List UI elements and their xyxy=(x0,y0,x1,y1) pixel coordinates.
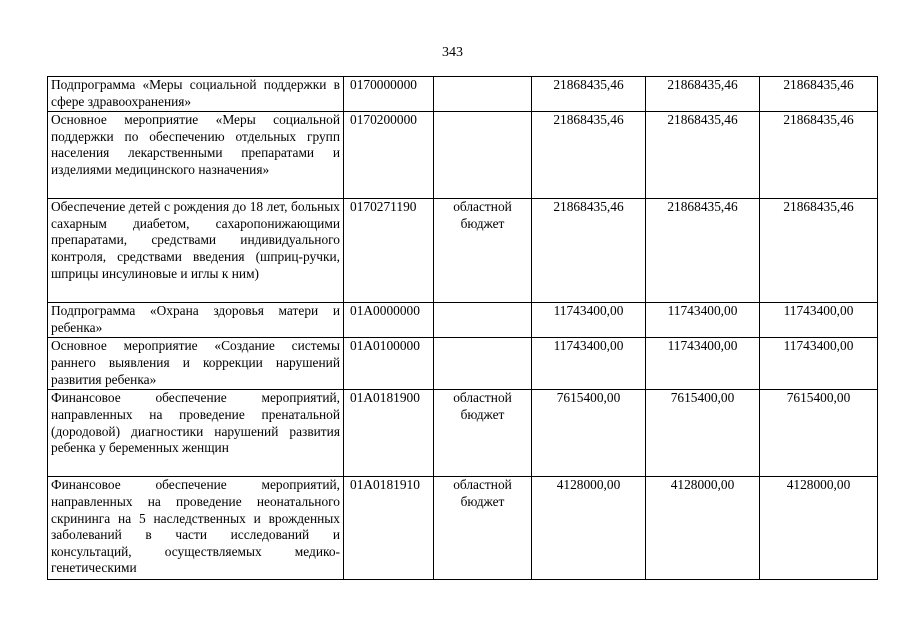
row-value-1-cell: 7615400,00 xyxy=(532,390,646,477)
row-name-cell: Финансовое обеспечение мероприятий, направленных на проведение пренатальной (дородовой) диагностики нарушений развития ребенка у беременных женщин xyxy=(48,390,344,477)
row-name-cell: Финансовое обеспечение мероприятий, направленных на проведение неонатального скрининга на 5 наследственных и врожденных заболеваний в части исследований и консультаций, осуществляемых медико-генетическими xyxy=(48,477,344,580)
table-row xyxy=(48,477,878,580)
row-value-3-cell: 7615400,00 xyxy=(760,390,878,477)
row-value-1-cell: 21868435,46 xyxy=(532,77,646,112)
row-code-cell: 01А0181900 xyxy=(344,390,434,477)
row-value-2-cell: 7615400,00 xyxy=(646,390,760,477)
row-value-2-cell: 21868435,46 xyxy=(646,199,760,303)
table-row xyxy=(48,390,878,477)
row-value-1-cell: 11743400,00 xyxy=(532,338,646,390)
row-value-2-cell: 11743400,00 xyxy=(646,303,760,338)
row-value-2-cell: 4128000,00 xyxy=(646,477,760,580)
table-row xyxy=(48,199,878,303)
row-code-cell: 0170200000 xyxy=(344,112,434,199)
row-code-cell: 01А0100000 xyxy=(344,338,434,390)
row-code-cell: 01А0181910 xyxy=(344,477,434,580)
row-value-1-cell: 4128000,00 xyxy=(532,477,646,580)
table-row xyxy=(48,77,878,112)
row-name-cell: Подпрограмма «Охрана здоровья матери и ребенка» xyxy=(48,303,344,338)
row-name-cell: Основное мероприятие «Создание системы раннего выявления и коррекции нарушений развития ребенка» xyxy=(48,338,344,390)
row-code-cell: 01А0000000 xyxy=(344,303,434,338)
row-value-2-cell: 21868435,46 xyxy=(646,112,760,199)
row-source-cell xyxy=(434,112,532,199)
row-value-1-cell: 21868435,46 xyxy=(532,199,646,303)
row-source-cell: областной бюджет xyxy=(434,199,532,303)
row-value-3-cell: 11743400,00 xyxy=(760,303,878,338)
table-row xyxy=(48,338,878,390)
row-name-cell: Обеспечение детей с рождения до 18 лет, больных сахарным диабетом, сахаропонижающими препаратами, средствами индивидуального контроля, средствами введения (шприц-ручки, шприцы инсулиновые и иглы к ним) xyxy=(48,199,344,303)
row-value-1-cell: 11743400,00 xyxy=(532,303,646,338)
row-name-cell: Основное мероприятие «Меры социальной поддержки по обеспечению отдельных групп населения лекарственными препаратами и изделиями медицинского назначения» xyxy=(48,112,344,199)
row-value-3-cell: 11743400,00 xyxy=(760,338,878,390)
row-source-cell xyxy=(434,338,532,390)
row-source-cell: областной бюджет xyxy=(434,390,532,477)
table-row xyxy=(48,303,878,338)
row-source-cell xyxy=(434,77,532,112)
row-source-cell xyxy=(434,303,532,338)
row-value-3-cell: 21868435,46 xyxy=(760,77,878,112)
row-value-2-cell: 21868435,46 xyxy=(646,77,760,112)
row-value-1-cell: 21868435,46 xyxy=(532,112,646,199)
budget-table xyxy=(47,76,878,580)
row-code-cell: 0170271190 xyxy=(344,199,434,303)
row-value-2-cell: 11743400,00 xyxy=(646,338,760,390)
row-name-cell: Подпрограмма «Меры социальной поддержки в сфере здравоохранения» xyxy=(48,77,344,112)
row-value-3-cell: 21868435,46 xyxy=(760,112,878,199)
row-code-cell: 0170000000 xyxy=(344,77,434,112)
row-value-3-cell: 4128000,00 xyxy=(760,477,878,580)
table-row xyxy=(48,112,878,199)
page-number: 343 xyxy=(442,45,463,60)
row-value-3-cell: 21868435,46 xyxy=(760,199,878,303)
row-source-cell: областной бюджет xyxy=(434,477,532,580)
